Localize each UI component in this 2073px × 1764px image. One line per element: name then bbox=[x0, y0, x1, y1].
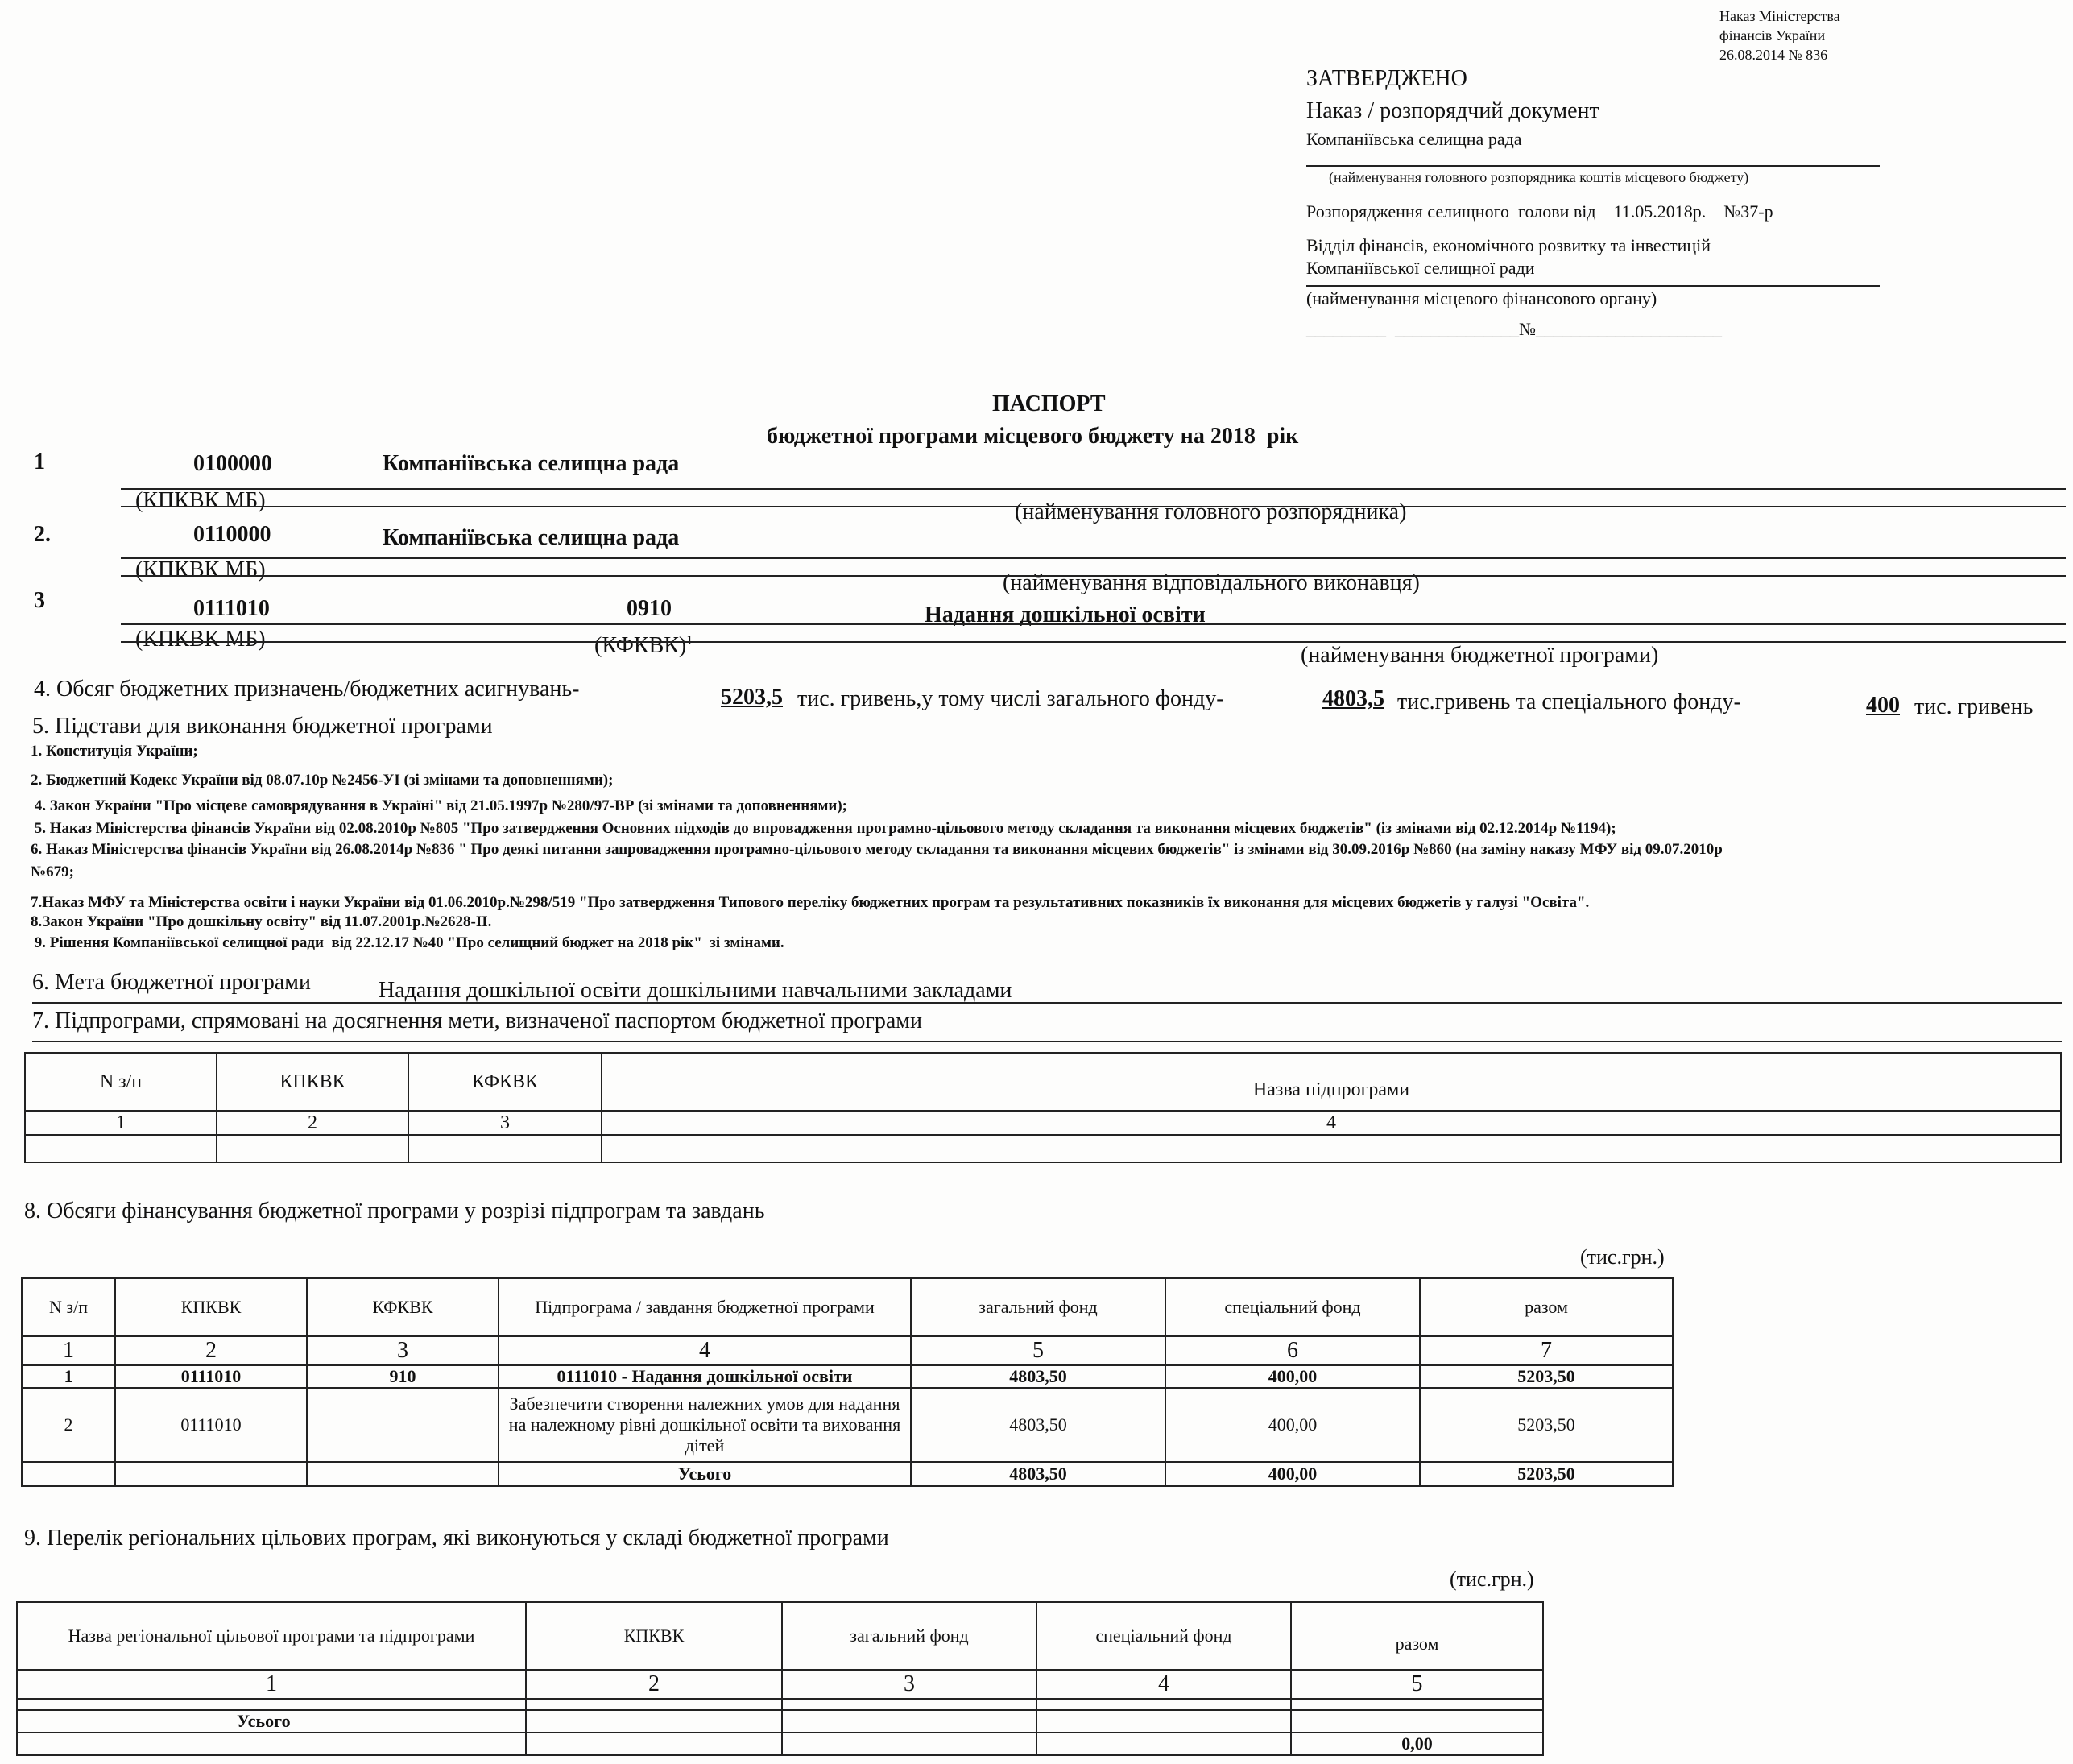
header-cell: загальний фонд bbox=[782, 1602, 1036, 1670]
approval-line2: Компаніївська селищна рада bbox=[1306, 129, 1522, 149]
grounds-item: 8.Закон України "Про дошкільну освіту" від 11.07.2001р.№2628-ІІ. bbox=[31, 913, 492, 930]
total-label: Усього bbox=[499, 1462, 911, 1486]
empty-cell bbox=[17, 1699, 526, 1710]
empty-cell bbox=[17, 1733, 526, 1755]
section9-unit: (тис.грн.) bbox=[1450, 1567, 1534, 1591]
row1-num: 1 bbox=[34, 449, 45, 474]
row3-code: 0111010 bbox=[193, 596, 270, 621]
row1-code: 0100000 bbox=[193, 451, 272, 476]
num-cell: 1 bbox=[17, 1670, 526, 1699]
grounds-item: 1. Конституція України; bbox=[31, 743, 198, 760]
grounds-item: №679; bbox=[31, 863, 74, 880]
table-cell: 2 bbox=[22, 1388, 115, 1462]
empty-cell bbox=[782, 1710, 1036, 1733]
grounds-item: 9. Рішення Компаніївської селищної ради від 22.12.17 №40 "Про селищний бюджет на 2018 рік" зі змінами. bbox=[31, 934, 784, 951]
table-cell: Забезпечити створення належних умов для надання на належному рівні дошкільної освіти та виховання дітей bbox=[499, 1388, 911, 1462]
table-cell: 910 bbox=[307, 1365, 499, 1388]
regional-programs-table bbox=[16, 1601, 1544, 1756]
header-cell: КПКВК bbox=[217, 1053, 408, 1111]
row1-code-label: (КПКВК МБ) bbox=[135, 488, 266, 513]
row1-name: Компаніївська селищна рада bbox=[383, 451, 680, 476]
empty-cell bbox=[526, 1733, 782, 1755]
empty-cell bbox=[22, 1462, 115, 1486]
empty-cell bbox=[1036, 1710, 1291, 1733]
approval-hint2: (найменування місцевого фінансового органу) bbox=[1306, 288, 1657, 308]
empty-cell bbox=[782, 1733, 1036, 1755]
empty-cell bbox=[307, 1462, 499, 1486]
num-cell: 3 bbox=[408, 1111, 602, 1135]
empty-cell bbox=[1036, 1699, 1291, 1710]
volume-special: 400 bbox=[1866, 693, 1900, 718]
header-cell: спеціальний фонд bbox=[1036, 1602, 1291, 1670]
section8-unit: (тис.грн.) bbox=[1580, 1245, 1665, 1269]
num-cell: 2 bbox=[115, 1336, 307, 1365]
corner-note-line: фінансів України bbox=[1719, 27, 1826, 43]
header-cell: загальний фонд bbox=[911, 1278, 1165, 1336]
goal-rule bbox=[32, 1002, 2062, 1004]
table-cell: 4803,50 bbox=[911, 1365, 1165, 1388]
empty-cell bbox=[1291, 1699, 1543, 1710]
table-cell bbox=[307, 1388, 499, 1462]
approval-rule bbox=[1306, 285, 1880, 287]
row1-rule bbox=[121, 488, 2066, 490]
approval-order: Розпорядження селищного голови від 11.05.2018р. №37-р bbox=[1306, 201, 1773, 222]
approval-rule bbox=[1306, 165, 1880, 167]
row3-kfkvk-label bbox=[594, 633, 693, 659]
row3-code-label: (КПКВК МБ) bbox=[135, 627, 266, 652]
volume-total: 5203,5 bbox=[721, 685, 783, 710]
grounds-item: 4. Закон України "Про місцеве самоврядування в Україні" від 21.05.1997р №280/97-ВР (зі змінами та доповненнями); bbox=[31, 797, 847, 814]
grounds-item: 6. Наказ Міністерства фінансів України від 26.08.2014р №836 " Про деякі питання запровадження програмно-цільового методу складання та виконання місцевих бюджетів" із змінами від 30.09.2016р №860 (на заміну наказу МФУ від 09.07.2010р bbox=[31, 841, 1723, 858]
header-cell: КФКВК bbox=[307, 1278, 499, 1336]
subprograms-table bbox=[24, 1052, 2062, 1163]
total-label: Усього bbox=[17, 1710, 526, 1733]
section7-heading: 7. Підпрограми, спрямовані на досягнення мети, визначеної паспортом бюджетної програми bbox=[32, 1008, 923, 1033]
row3-name-label: (найменування бюджетної програми) bbox=[1301, 643, 1659, 668]
volume-mid2: тис.гривень та спеціального фонду- bbox=[1397, 689, 1741, 714]
empty-cell bbox=[1291, 1710, 1543, 1733]
header-cell: разом bbox=[1291, 1602, 1543, 1670]
row2-rule bbox=[121, 557, 2066, 559]
empty-cell bbox=[1036, 1733, 1291, 1755]
passport-title: ПАСПОРТ bbox=[992, 391, 1106, 416]
num-cell: 3 bbox=[782, 1670, 1036, 1699]
empty-cell bbox=[602, 1135, 2061, 1162]
row2-num: 2. bbox=[34, 522, 51, 547]
corner-note-line: Наказ Міністерства bbox=[1719, 8, 1840, 24]
num-cell: 5 bbox=[911, 1336, 1165, 1365]
header-cell: спеціальний фонд bbox=[1165, 1278, 1420, 1336]
row1-name-label: (найменування головного розпорядника) bbox=[1015, 499, 1407, 524]
table-cell: 1 bbox=[22, 1365, 115, 1388]
passport-subtitle: бюджетної програми місцевого бюджету на 2018 рік bbox=[767, 424, 1299, 449]
num-cell: 2 bbox=[217, 1111, 408, 1135]
empty-cell bbox=[115, 1462, 307, 1486]
grounds-heading: 5. Підстави для виконання бюджетної програми bbox=[32, 714, 493, 739]
header-cell: N з/п bbox=[25, 1053, 217, 1111]
num-cell: 7 bbox=[1420, 1336, 1673, 1365]
volume-suffix: тис. гривень bbox=[1914, 694, 2034, 719]
row2-name: Компаніївська селищна рада bbox=[383, 525, 680, 550]
grounds-item: 5. Наказ Міністерства фінансів України від 02.08.2010р №805 "Про затвердження Основних підходів до впровадження програмно-цільового методу складання та виконання місцевих бюджетів" (із змінами від 02.12.2014р №1194); bbox=[31, 820, 1616, 837]
volume-prefix: 4. Обсяг бюджетних призначень/бюджетних асигнувань- bbox=[34, 677, 580, 702]
table-cell: 400,00 bbox=[1165, 1365, 1420, 1388]
table-cell: 400,00 bbox=[1165, 1388, 1420, 1462]
header-cell: Підпрограма / завдання бюджетної програми bbox=[499, 1278, 911, 1336]
total-cell: 4803,50 bbox=[911, 1462, 1165, 1486]
row3-rule2 bbox=[121, 641, 2066, 643]
header-cell: КФКВК bbox=[408, 1053, 602, 1111]
approval-dept1: Відділ фінансів, економічного розвитку та інвестицій bbox=[1306, 235, 1711, 255]
empty-cell bbox=[408, 1135, 602, 1162]
row2-code: 0110000 bbox=[193, 522, 271, 547]
corner-note bbox=[1719, 6, 1840, 64]
goal-label: 6. Мета бюджетної програми bbox=[32, 970, 311, 995]
table-cell: 5203,50 bbox=[1420, 1365, 1673, 1388]
grounds-item: 7.Наказ МФУ та Міністерства освіти і науки України від 01.06.2010р.№298/519 "Про затвердження Типового переліку бюджетних програм та результативних показників їх виконання для місцевих бюджетів у галузі "Освіта". bbox=[31, 894, 1590, 911]
row3-name: Надання дошкільної освіти bbox=[925, 602, 1206, 627]
num-cell: 3 bbox=[307, 1336, 499, 1365]
num-cell: 6 bbox=[1165, 1336, 1420, 1365]
approval-sign-line: _________ ______________№_____________________ bbox=[1306, 319, 1722, 339]
section7-rule bbox=[32, 1041, 2062, 1042]
section8-heading: 8. Обсяги фінансування бюджетної програми у розрізі підпрограм та завдань bbox=[24, 1199, 765, 1224]
table-cell: 4803,50 bbox=[911, 1388, 1165, 1462]
num-cell: 1 bbox=[22, 1336, 115, 1365]
grounds-item: 2. Бюджетний Кодекс України від 08.07.10р №2456-УІ (зі змінами та доповненнями); bbox=[31, 772, 614, 789]
header-cell: N з/п bbox=[22, 1278, 115, 1336]
grounds-list bbox=[31, 739, 2060, 965]
table-cell: 0111010 - Надання дошкільної освіти bbox=[499, 1365, 911, 1388]
approval-hint1: (найменування головного розпорядника коштів місцевого бюджету) bbox=[1329, 169, 1749, 185]
total-cell: 0,00 bbox=[1291, 1733, 1543, 1755]
empty-cell bbox=[526, 1699, 782, 1710]
approval-dept2: Компаніївської селищної ради bbox=[1306, 258, 1535, 278]
total-cell: 5203,50 bbox=[1420, 1462, 1673, 1486]
empty-cell bbox=[217, 1135, 408, 1162]
row3-kfkvk-sup: 1 bbox=[686, 633, 693, 648]
header-cell: КПКВК bbox=[526, 1602, 782, 1670]
row1-rule2 bbox=[121, 506, 2066, 507]
num-cell: 4 bbox=[1036, 1670, 1291, 1699]
num-cell: 2 bbox=[526, 1670, 782, 1699]
num-cell: 4 bbox=[602, 1111, 2061, 1135]
header-cell: Назва регіональної цільової програми та підпрограми bbox=[17, 1602, 526, 1670]
empty-cell bbox=[782, 1699, 1036, 1710]
num-cell: 1 bbox=[25, 1111, 217, 1135]
corner-note-line: 26.08.2014 № 836 bbox=[1719, 47, 1828, 63]
row3-rule bbox=[121, 623, 2066, 625]
approval-title: ЗАТВЕРДЖЕНО bbox=[1306, 66, 1467, 91]
empty-cell bbox=[526, 1710, 782, 1733]
num-cell: 5 bbox=[1291, 1670, 1543, 1699]
num-cell: 4 bbox=[499, 1336, 911, 1365]
approval-line1: Наказ / розпорядчий документ bbox=[1306, 98, 1599, 123]
row2-rule2 bbox=[121, 575, 2066, 577]
row2-name-label: (найменування відповідального виконавця) bbox=[1003, 570, 1420, 595]
header-cell: разом bbox=[1420, 1278, 1673, 1336]
table-cell: 0111010 bbox=[115, 1388, 307, 1462]
row3-kfkvk: 0910 bbox=[627, 596, 672, 621]
row3-num: 3 bbox=[34, 588, 45, 613]
table-cell: 5203,50 bbox=[1420, 1388, 1673, 1462]
header-cell: КПКВК bbox=[115, 1278, 307, 1336]
financing-table bbox=[21, 1277, 1674, 1487]
volume-general: 4803,5 bbox=[1322, 686, 1384, 711]
volume-mid1: тис. гривень,у тому числі загального фонду- bbox=[797, 686, 1224, 711]
row3-kfkvk-label-text: (КФКВК) bbox=[594, 633, 687, 658]
goal-value: Надання дошкільної освіти дошкільними навчальними закладами bbox=[379, 978, 1012, 1003]
header-cell: Назва підпрограми bbox=[602, 1053, 2061, 1111]
table-cell: 0111010 bbox=[115, 1365, 307, 1388]
row2-code-label: (КПКВК МБ) bbox=[135, 557, 266, 582]
section9-heading: 9. Перелік регіональних цільових програм, які виконуються у складі бюджетної програми bbox=[24, 1526, 889, 1551]
total-cell: 400,00 bbox=[1165, 1462, 1420, 1486]
empty-cell bbox=[25, 1135, 217, 1162]
